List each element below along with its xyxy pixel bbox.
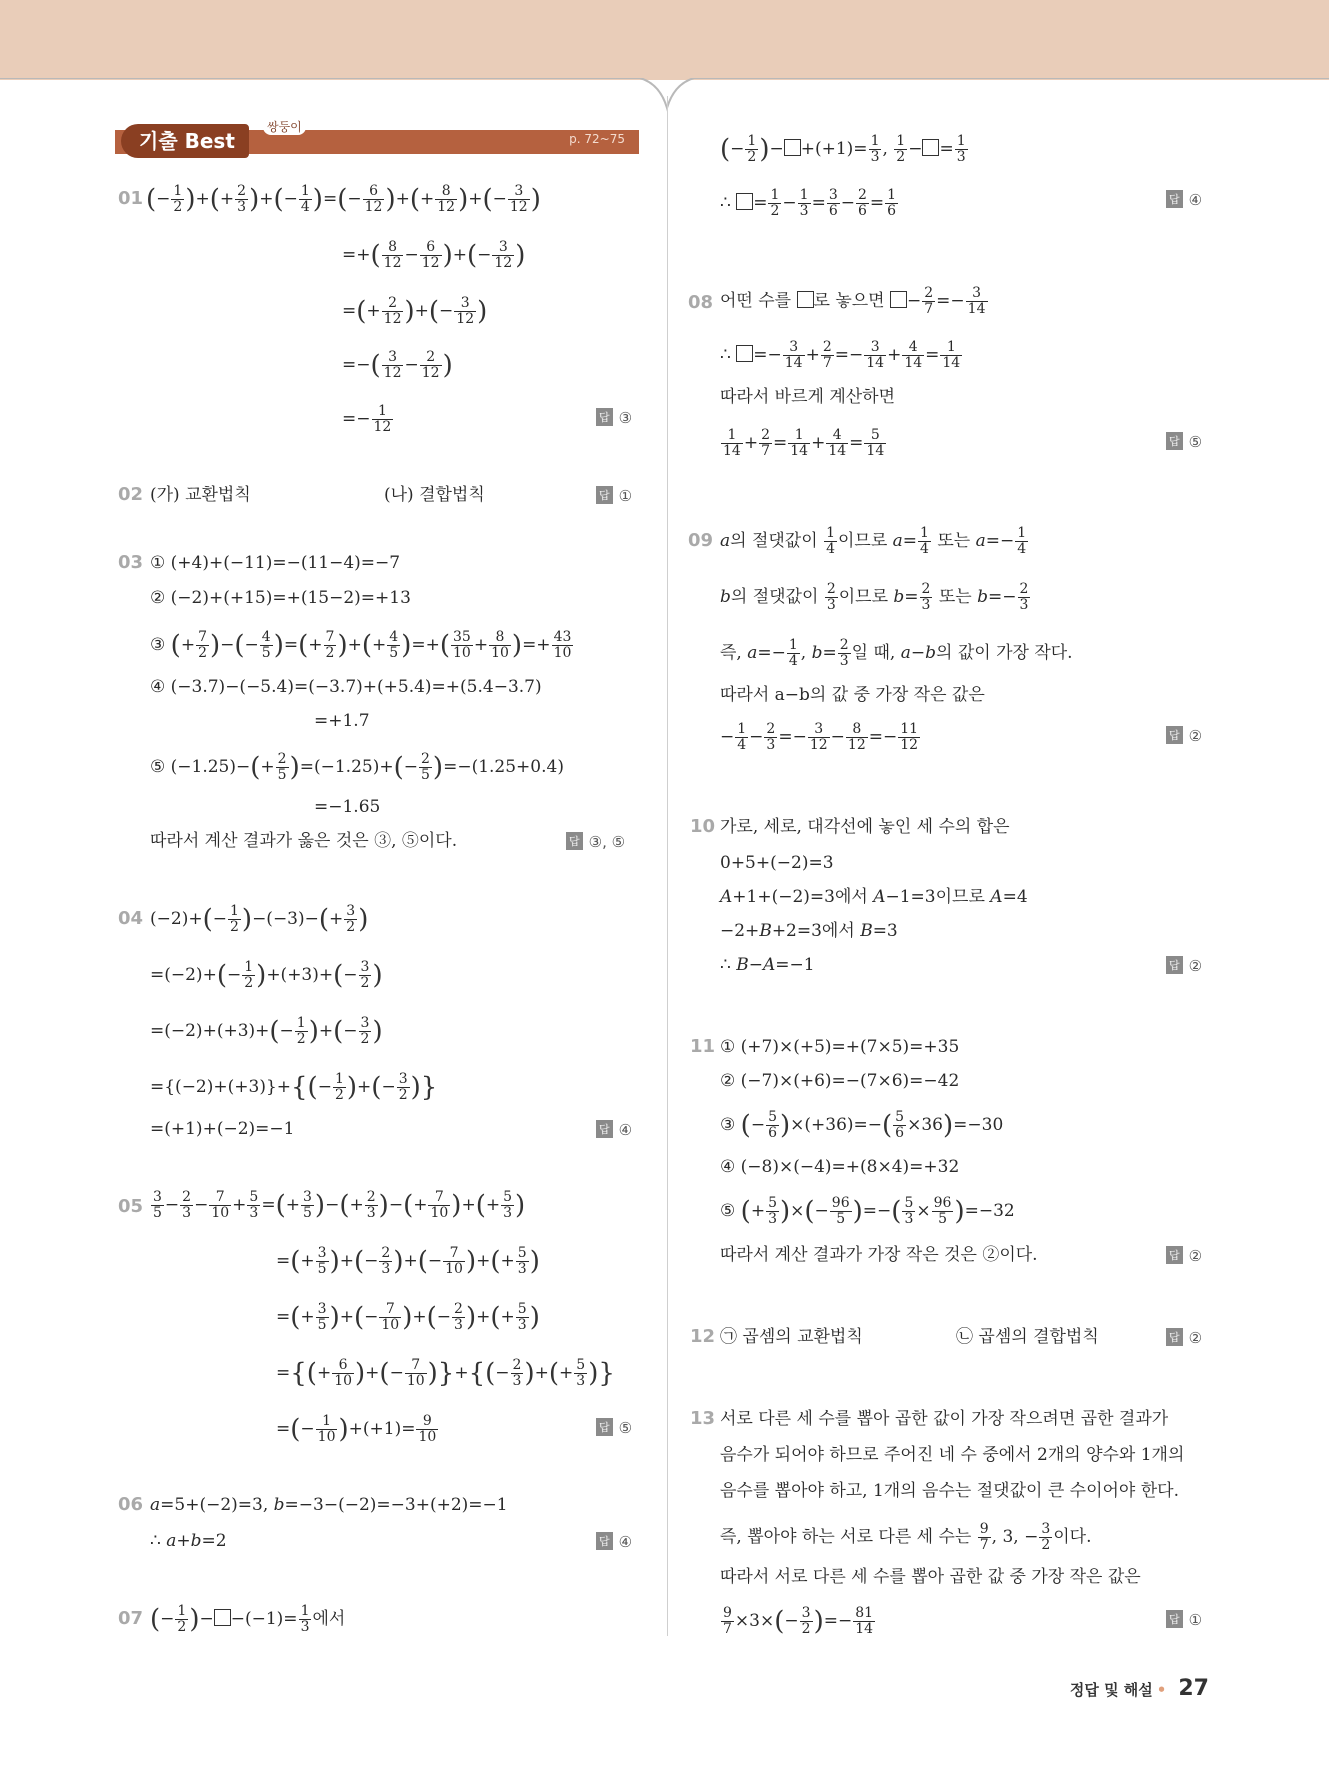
problem-number: 08 <box>688 292 714 313</box>
problem-text: 따라서 서로 다른 세 수를 뽑아 곱한 값 중 가장 작은 값은 <box>720 1567 1141 1587</box>
page-number: 27 <box>1178 1676 1209 1701</box>
equation-line: ① (+7)×(+5)=+(7×5)=+35 <box>720 1037 960 1057</box>
equation-line: ③ (+ $\frac{7}{2}$ )−(− $\frac{4}{5}$ )=(+ $\frac{7}{2}$ )+(+ $\frac{4}{5}$ )=+( $\frac{35}{10}$ + $\frac{8}{10}$ )=+ $\frac{43}{10}$ <box>150 629 572 661</box>
answer-badge: 답 ④ <box>596 1120 632 1139</box>
equation-line: (− $\frac{1}{2}$ )+(+ $\frac{2}{3}$ )+(− $\frac{1}{4}$ )=(− $\frac{6}{12}$ )+(+ $\frac{8}{12}$ )+(− $\frac{3}{12}$ ) <box>146 183 541 215</box>
equation-line: =−1.65 <box>314 797 381 817</box>
equation-line: =− $\frac{1}{12}$ <box>342 403 392 435</box>
answer-badge: 답 ② <box>1166 956 1202 975</box>
section-tag: 쌍둥이 <box>263 118 306 135</box>
conclusion-text: 따라서 계산 결과가 옳은 것은 ③, ⑤이다. <box>150 831 458 851</box>
answer-badge: 답 ⑤ <box>1166 432 1202 451</box>
equation-line: =−( $\frac{3}{12}$ − $\frac{2}{12}$ ) <box>342 349 453 381</box>
equation-line: a의 절댓값이 $\frac{1}{4}$ 이므로 a= $\frac{1}{4}$ 또는 a=− $\frac{1}{4}$ <box>720 525 1027 557</box>
equation-line: ∴ a+b=2 <box>150 1531 227 1551</box>
equation-line: =(− $\frac{1}{10}$ )+(+1)= $\frac{9}{10}$ <box>276 1413 437 1445</box>
problem-number: 06 <box>118 1494 144 1515</box>
equation-line: 0+5+(−2)=3 <box>720 853 834 873</box>
problem-number: 12 <box>690 1326 716 1347</box>
equation-line: ={(+ $\frac{6}{10}$ )+(− $\frac{7}{10}$ )}+{(− $\frac{2}{3}$ )+(+ $\frac{5}{3}$ )} <box>276 1357 615 1389</box>
problem-text: 서로 다른 세 수를 뽑아 곱한 값이 가장 작으려면 곱한 결과가 <box>720 1409 1169 1429</box>
equation-line: $\frac{1}{14}$ + $\frac{2}{7}$ = $\frac{1}{14}$ + $\frac{4}{14}$ = $\frac{5}{14}$ <box>723 427 885 459</box>
equation-line: ④ (−8)×(−4)=+(8×4)=+32 <box>720 1157 960 1177</box>
equation-line: =(+ $\frac{2}{12}$ )+(− $\frac{3}{12}$ ) <box>342 295 488 327</box>
answer-badge: 답 ③, ⑤ <box>566 832 625 851</box>
problem-number: 05 <box>118 1196 144 1217</box>
equation-line: ⑤ (+ $\frac{5}{3}$ )×(− $\frac{96}{5}$ )=−( $\frac{5}{3}$ × $\frac{96}{5}$ )=−32 <box>720 1195 1015 1227</box>
equation-line: ∴ = $\frac{1}{2}$ − $\frac{1}{3}$ = $\frac{3}{6}$ − $\frac{2}{6}$ = $\frac{1}{6}$ <box>720 187 897 219</box>
answer-badge: 답 ② <box>1166 1328 1202 1347</box>
equation-line: 어떤 수를 로 놓으면 − $\frac{2}{7}$ =− $\frac{3}{14}$ <box>720 285 986 317</box>
equation-line: =(−2)+(+3)+(− $\frac{1}{2}$ )+(− $\frac{3}{2}$ ) <box>150 1015 383 1047</box>
conclusion-text: 따라서 계산 결과가 가장 작은 것은 ②이다. <box>720 1245 1038 1265</box>
equation-line: $\frac{3}{5}$ − $\frac{2}{3}$ − $\frac{7}{10}$ + $\frac{5}{3}$ =(+ $\frac{3}{5}$ )−(+ $\frac{2}{3}$ )−(+ $\frac{7}{10}$ )+(+ $\frac{5}{3}$ ) <box>153 1189 526 1221</box>
equation-line: ② (−7)×(+6)=−(7×6)=−42 <box>720 1071 960 1091</box>
equation-line: ={(−2)+(+3)}+{(− $\frac{1}{2}$ )+(− $\frac{3}{2}$ )} <box>150 1071 438 1103</box>
page-range: p. 72~75 <box>569 132 625 146</box>
equation-line: −2+B+2=3에서 B=3 <box>720 921 898 941</box>
equation-line: ④ (−3.7)−(−5.4)=(−3.7)+(+5.4)=+(5.4−3.7) <box>150 677 542 697</box>
equation-line: 즉, a=− $\frac{1}{4}$ , b= $\frac{2}{3}$ 일 때, a−b의 값이 가장 작다. <box>720 637 1073 669</box>
problem-text: ㉠ 곱셈의 교환법칙 <box>720 1327 863 1347</box>
equation-line: ∴ =− $\frac{3}{14}$ + $\frac{2}{7}$ =− $\frac{3}{14}$ + $\frac{4}{14}$ = $\frac{1}{14}$ <box>720 339 961 371</box>
problem-text: (나) 결합법칙 <box>384 485 485 505</box>
problem-number: 10 <box>690 816 716 837</box>
equation-line: (− $\frac{1}{2}$ )− +(+1)= $\frac{1}{3}$ , $\frac{1}{2}$ − = $\frac{1}{3}$ <box>720 133 966 165</box>
problem-text: 따라서 바르게 계산하면 <box>720 387 896 407</box>
answer-badge: 답 ⑤ <box>596 1418 632 1437</box>
problem-number: 07 <box>118 1608 144 1629</box>
top-band <box>0 0 1329 80</box>
equation-line: =+1.7 <box>314 711 370 731</box>
answer-badge: 답 ① <box>596 486 632 505</box>
equation-line: a=5+(−2)=3, b=−3−(−2)=−3+(+2)=−1 <box>150 1495 508 1515</box>
column-divider <box>667 96 668 1636</box>
equation-line: ⑤ (−1.25)−(+ $\frac{2}{5}$ )=(−1.25)+(− $\frac{2}{5}$ )=−(1.25+0.4) <box>150 751 564 783</box>
answer-badge: 답 ③ <box>596 408 632 427</box>
equation-line: ② (−2)+(+15)=+(15−2)=+13 <box>150 588 411 608</box>
problem-number: 04 <box>118 908 144 929</box>
answer-badge: 답 ① <box>1166 1610 1202 1629</box>
answer-badge: 답 ② <box>1166 1246 1202 1265</box>
equation-line: $\frac{9}{7}$ ×3×(− $\frac{3}{2}$ )=− $\frac{81}{14}$ <box>723 1605 874 1637</box>
equation-line: 즉, 뽑아야 하는 서로 다른 세 수는 $\frac{9}{7}$ , 3, − $\frac{3}{2}$ 이다. <box>720 1521 1092 1553</box>
problem-number: 02 <box>118 484 144 505</box>
equation-line: A+1+(−2)=3에서 A−1=3이므로 A=4 <box>720 887 1028 907</box>
problem-number: 11 <box>690 1036 716 1057</box>
page-top-curve <box>0 78 1329 118</box>
equation-line: =+( $\frac{8}{12}$ − $\frac{6}{12}$ )+(− $\frac{3}{12}$ ) <box>342 239 526 271</box>
problem-number: 13 <box>690 1408 716 1429</box>
equation-line: (− $\frac{1}{2}$ )− −(−1)= $\frac{1}{3}$ 에서 <box>150 1603 346 1635</box>
problem-number: 01 <box>118 188 144 209</box>
problem-text: 음수를 뽑아야 하고, 1개의 음수는 절댓값이 큰 수이어야 한다. <box>720 1481 1179 1501</box>
section-title: 기출 Best <box>121 124 249 158</box>
problem-number: 09 <box>688 530 714 551</box>
problem-text: 따라서 a−b의 값 중 가장 작은 값은 <box>720 685 985 705</box>
equation-line: − $\frac{1}{4}$ − $\frac{2}{3}$ =− $\frac{3}{12}$ − $\frac{8}{12}$ =− $\frac{11}{12}$ <box>720 721 919 753</box>
problem-text: ㉡ 곱셈의 결합법칙 <box>956 1327 1099 1347</box>
equation-line: ① (+4)+(−11)=−(11−4)=−7 <box>150 553 401 573</box>
equation-line: =(+ $\frac{3}{5}$ )+(− $\frac{7}{10}$ )+(− $\frac{2}{3}$ )+(+ $\frac{5}{3}$ ) <box>276 1301 540 1333</box>
equation-line: ③ (− $\frac{5}{6}$ )×(+36)=−( $\frac{5}{6}$ ×36)=−30 <box>720 1109 1004 1141</box>
problem-number: 03 <box>118 552 144 573</box>
page-footer: 정답 및 해설 • 27 <box>1069 1676 1209 1701</box>
problem-text: (가) 교환법칙 <box>150 485 251 505</box>
equation-line: =(−2)+(− $\frac{1}{2}$ )+(+3)+(− $\frac{3}{2}$ ) <box>150 959 383 991</box>
equation-line: =(+1)+(−2)=−1 <box>150 1119 295 1139</box>
equation-line: =(+ $\frac{3}{5}$ )+(− $\frac{2}{3}$ )+(− $\frac{7}{10}$ )+(+ $\frac{5}{3}$ ) <box>276 1245 540 1277</box>
problem-text: 가로, 세로, 대각선에 놓인 세 수의 합은 <box>720 817 1010 837</box>
problem-text: 음수가 되어야 하므로 주어진 네 수 중에서 2개의 양수와 1개의 <box>720 1445 1185 1465</box>
section-header <box>115 120 639 158</box>
equation-line: b의 절댓값이 $\frac{2}{3}$ 이므로 b= $\frac{2}{3}$ 또는 b=− $\frac{2}{3}$ <box>720 581 1029 613</box>
answer-badge: 답 ② <box>1166 726 1202 745</box>
answer-badge: 답 ④ <box>596 1532 632 1551</box>
equation-line: ∴ B−A=−1 <box>720 955 815 975</box>
equation-line: (−2)+(− $\frac{1}{2}$ )−(−3)−(+ $\frac{3}{2}$ ) <box>150 903 369 935</box>
footer-label: 정답 및 해설 <box>1069 1681 1153 1699</box>
answer-badge: 답 ④ <box>1166 190 1202 209</box>
